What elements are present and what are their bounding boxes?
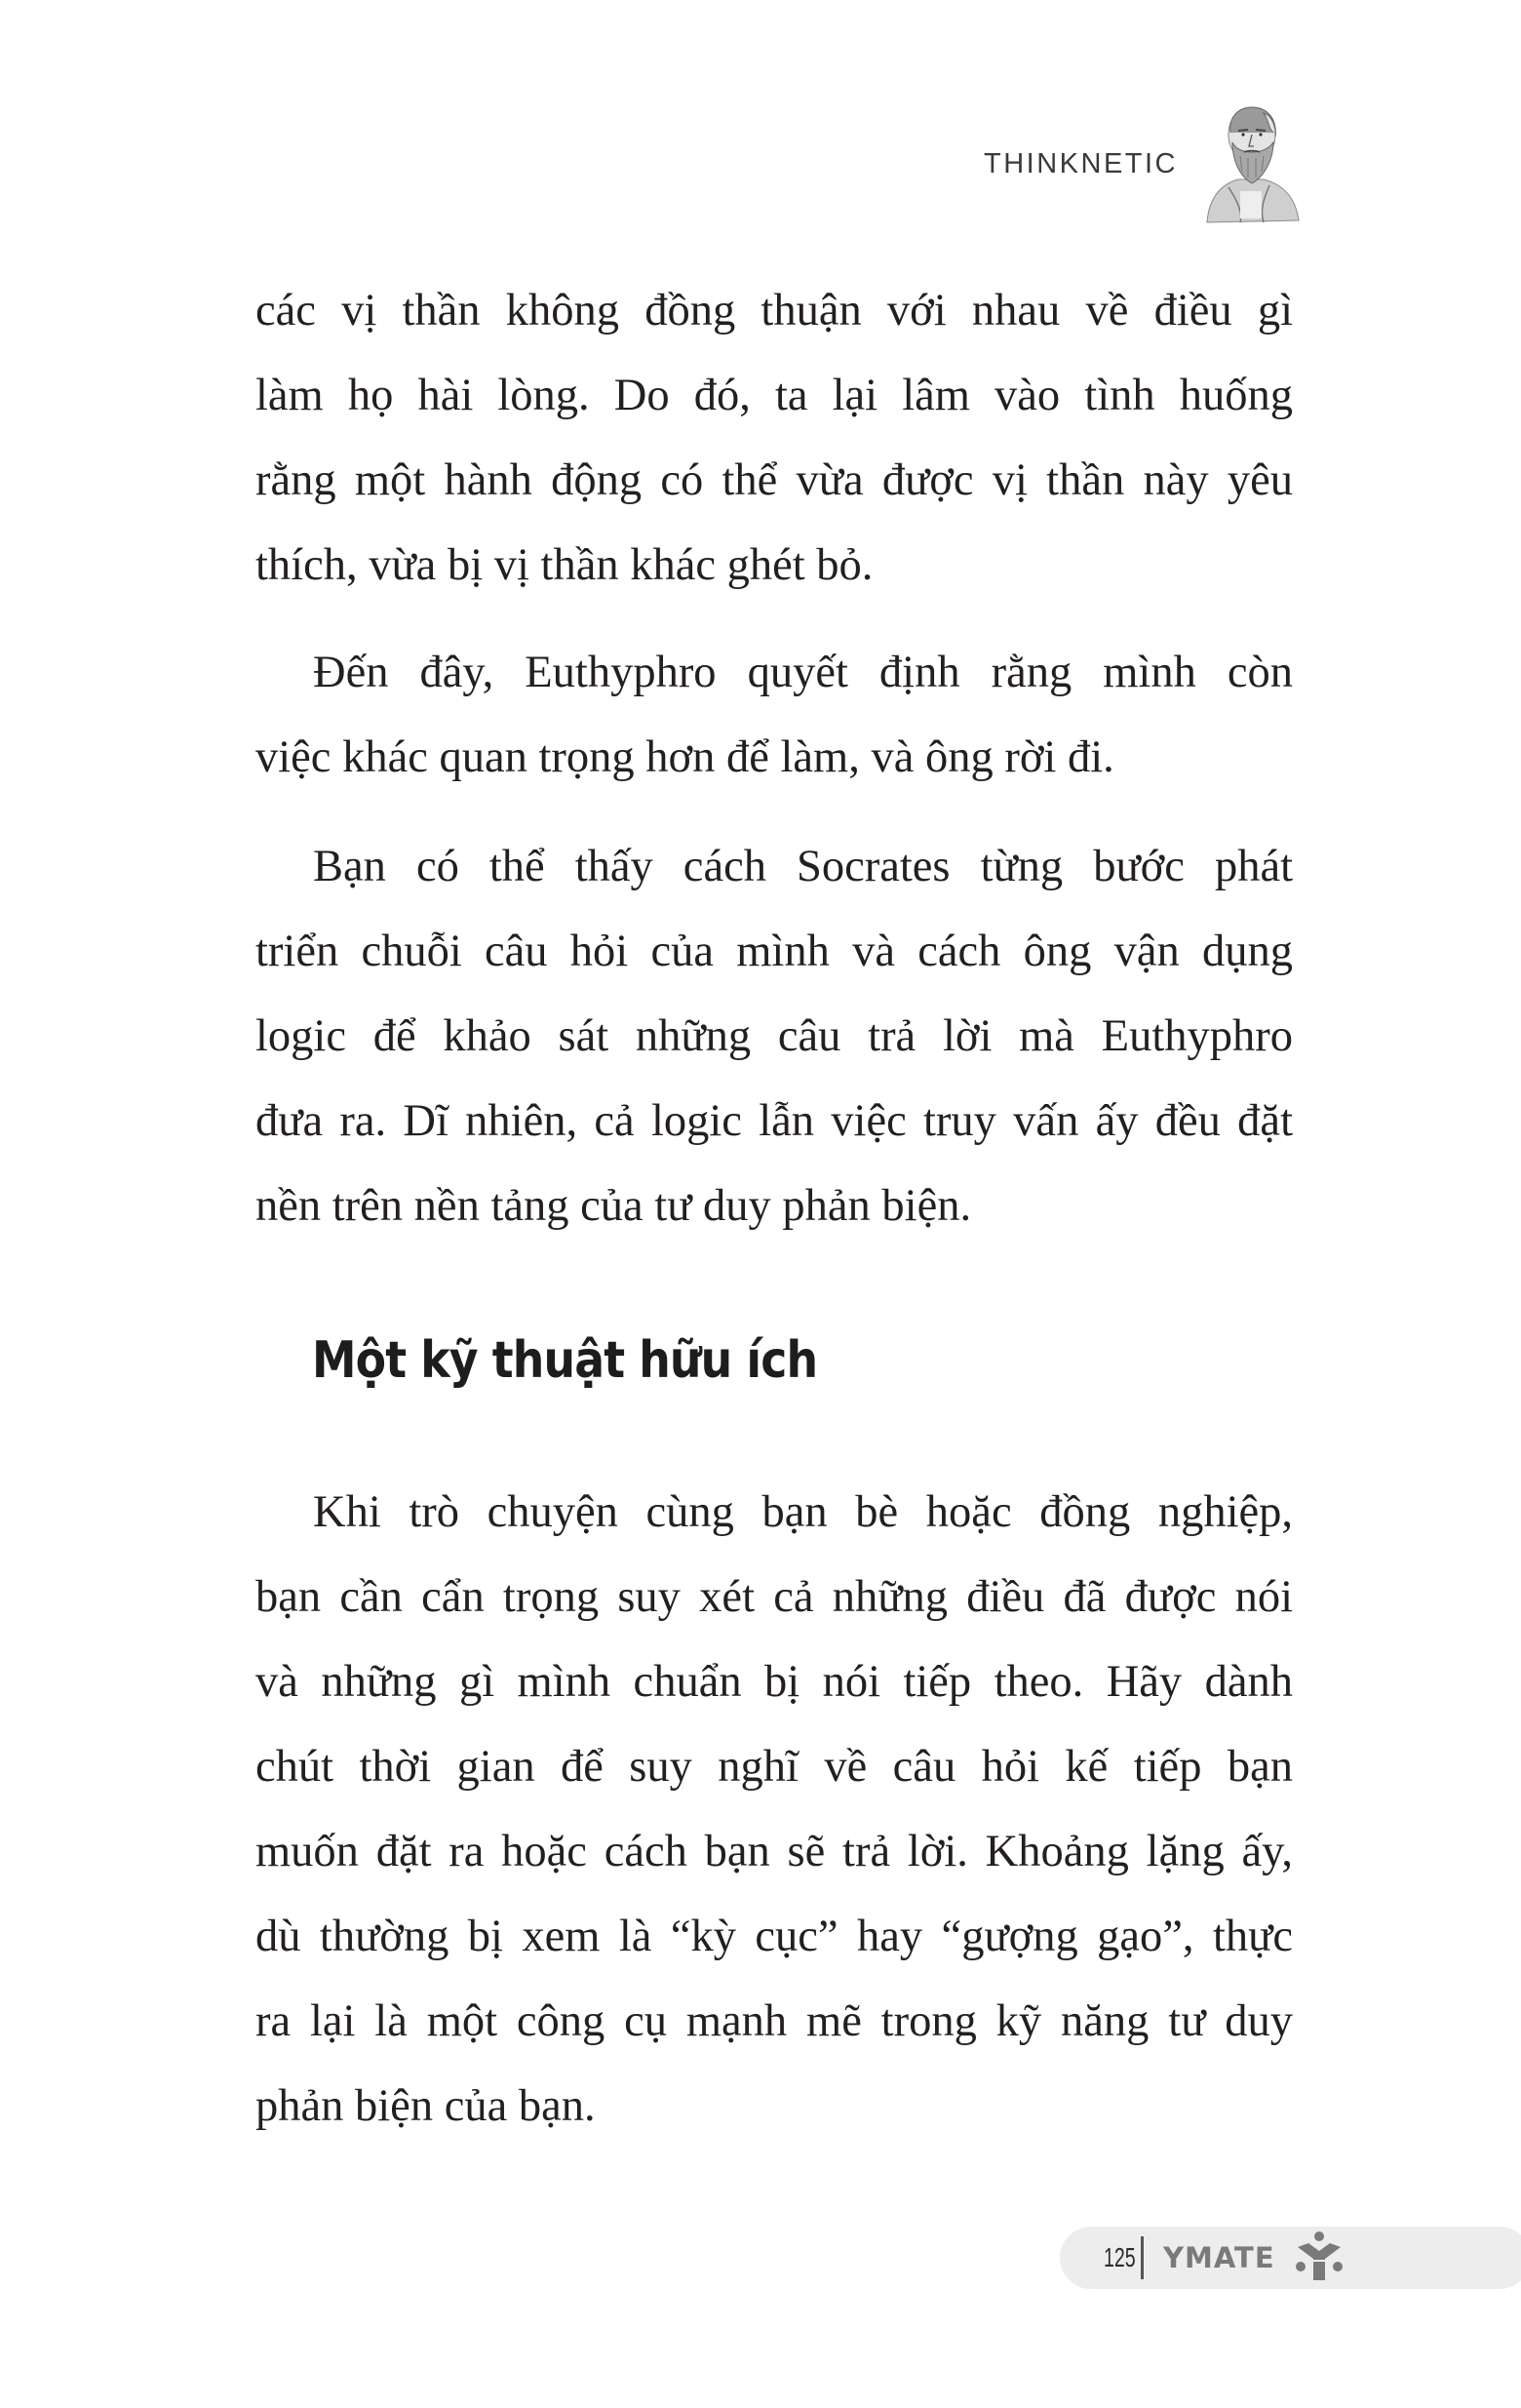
section-heading: Một kỹ thuật hữu ích [312, 1331, 818, 1390]
text-line-content: rằng một hành động có thể vừa được vị thần này yêu [255, 455, 1293, 505]
text-line [255, 1724, 1293, 1809]
footer-divider [1141, 2236, 1144, 2279]
text-line: phản biện của bạn. [255, 2081, 596, 2131]
brand-name: THINKNETIC [984, 147, 1178, 179]
text-line-content: và những gì mình chuẩn bị nói tiếp theo. Hãy dành [255, 1657, 1293, 1707]
text-line [255, 1809, 1293, 1894]
text-line [255, 1470, 1293, 1555]
text-line [255, 1555, 1293, 1639]
socrates-portrait-icon [1199, 98, 1302, 224]
text-line-content: chút thời gian để suy nghĩ về câu hỏi kế tiếp bạn [255, 1742, 1293, 1792]
text-line-content: đưa ra. Dĩ nhiên, cả logic lẫn việc truy vấn ấy đều đặt [255, 1096, 1293, 1146]
text-line [255, 824, 1293, 909]
text-line [255, 994, 1293, 1079]
text-line-content: muốn đặt ra hoặc cách bạn sẽ trả lời. Khoảng lặng ấy, [255, 1827, 1293, 1876]
text-line [255, 630, 1293, 715]
text-line-content: làm họ hài lòng. Do đó, ta lại lâm vào tình huống [255, 371, 1293, 420]
text-line [255, 353, 1293, 438]
text-line: thích, vừa bị vị thần khác ghét bỏ. [255, 540, 874, 590]
text-line-content: Bạn có thể thấy cách Socrates từng bước phát [313, 842, 1293, 891]
text-line [255, 268, 1293, 353]
publisher-name: YMATE [1163, 2241, 1275, 2274]
running-header [984, 98, 1302, 224]
paragraph [255, 268, 1293, 608]
text-line-content: Đến đây, Euthyphro quyết định rằng mình còn [313, 648, 1293, 697]
text-line [255, 1639, 1293, 1724]
paragraph [255, 824, 1293, 1248]
text-line-content: các vị thần không đồng thuận với nhau về điều gì [255, 286, 1293, 336]
text-line: việc khác quan trọng hơn để làm, và ông rời đi. [255, 732, 1114, 782]
text-line-content: dù thường bị xem là “kỳ cục” hay “gượng gạo”, thực [255, 1912, 1293, 1961]
ymate-logo-icon [1295, 2231, 1344, 2284]
paragraph [255, 630, 1293, 800]
text-line [255, 1079, 1293, 1164]
text-line [255, 438, 1293, 523]
text-line-content: bạn cần cẩn trọng suy xét cả những điều đã được nói [255, 1572, 1293, 1622]
text-line [255, 909, 1293, 994]
text-line: nền trên nền tảng của tư duy phản biện. [255, 1181, 972, 1231]
text-line-content: logic để khảo sát những câu trả lời mà Euthyphro [255, 1011, 1293, 1061]
text-line-content: triển chuỗi câu hỏi của mình và cách ông vận dụng [255, 927, 1293, 976]
paragraph [255, 1470, 1293, 2149]
text-line-content: ra lại là một công cụ mạnh mẽ trong kỹ năng tư duy [255, 1996, 1293, 2046]
page-footer [1060, 2227, 1521, 2289]
page-number: 125 [1104, 2242, 1136, 2272]
text-line-content: Khi trò chuyện cùng bạn bè hoặc đồng nghiệp, [313, 1487, 1293, 1537]
text-line [255, 1979, 1293, 2064]
text-line [255, 1894, 1293, 1979]
